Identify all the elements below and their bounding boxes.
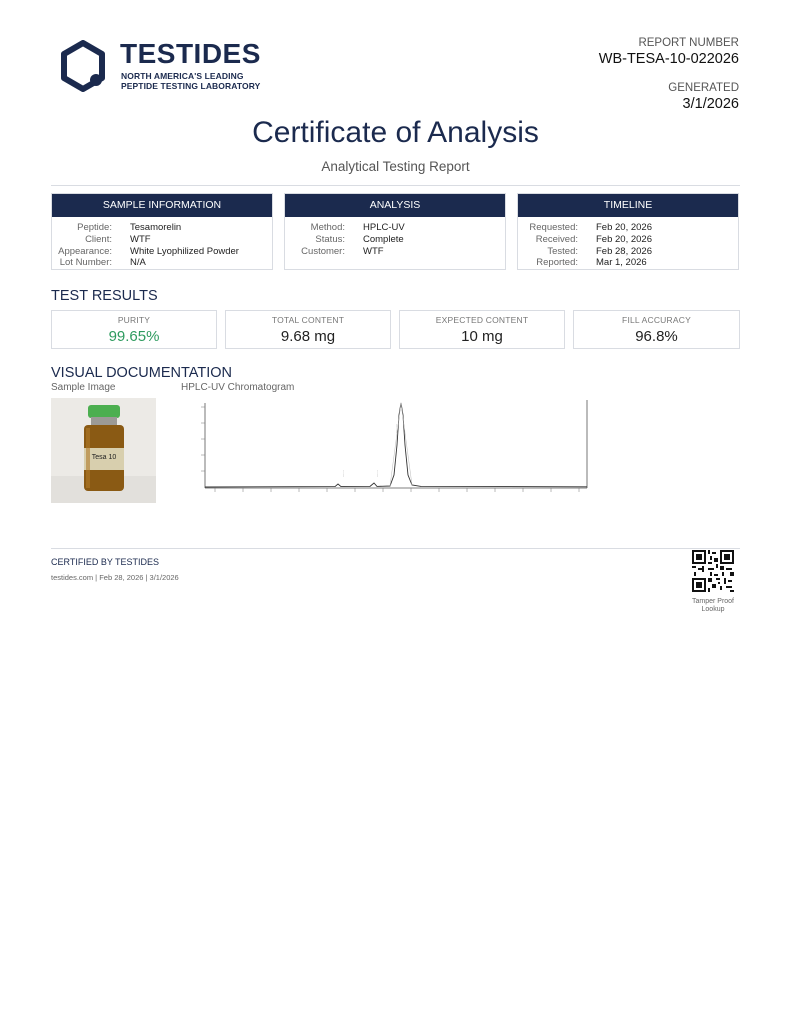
- sample-info-row: [52, 222, 272, 234]
- purity-value: 99.65%: [108, 328, 160, 345]
- fill-accuracy-label: FILL ACCURACY: [622, 315, 691, 325]
- sample-info-row: [52, 257, 272, 269]
- test-results-heading: TEST RESULTS: [51, 288, 158, 304]
- total-content-label: TOTAL CONTENT: [271, 315, 345, 325]
- timeline-card: [517, 193, 739, 270]
- certified-by: CERTIFIED BY TESTIDES: [51, 557, 160, 567]
- report-number: WB-TESA-10-022026: [598, 51, 739, 67]
- sample-information-heading: SAMPLE INFORMATION: [52, 194, 272, 217]
- qr-label-line-2: Lookup: [701, 606, 725, 613]
- svg-text:······: ······: [342, 470, 346, 477]
- sample-info-value: WTF: [130, 233, 151, 245]
- analysis-heading: ANALYSIS: [285, 194, 505, 217]
- expected-content-label: EXPECTED CONTENT: [435, 315, 529, 325]
- chromatogram-label: HPLC-UV Chromatogram: [181, 382, 295, 393]
- svg-text:········: ········: [395, 424, 399, 433]
- timeline-key: Reported:: [536, 257, 578, 269]
- timeline-value: Feb 20, 2026: [596, 233, 652, 245]
- header-divider: [51, 185, 740, 186]
- timeline-value: Feb 28, 2026: [596, 245, 652, 257]
- analysis-row: [285, 246, 505, 258]
- sample-info-key: Lot Number:: [59, 257, 112, 269]
- chromatogram-trace: [205, 403, 587, 487]
- hplc-chromatogram: [185, 395, 595, 510]
- sample-info-value: White Lyophilized Powder: [130, 245, 239, 257]
- analysis-value: HPLC-UV: [363, 222, 405, 233]
- sample-information-card: [51, 193, 273, 270]
- vial-illustration-icon: [51, 398, 156, 503]
- purity-metric: [51, 310, 217, 349]
- sample-info-value: N/A: [130, 257, 146, 269]
- sample-info-row: [52, 246, 272, 258]
- fill-accuracy-metric: [573, 310, 740, 349]
- footer-divider: [51, 548, 740, 549]
- expected-content-value: 10 mg: [461, 328, 503, 345]
- analysis-key: Method:: [310, 222, 345, 233]
- timeline-value: Mar 1, 2026: [596, 257, 647, 269]
- qr-label-line-1: Tamper Proof: [691, 598, 735, 605]
- page-subtitle: Analytical Testing Report: [321, 159, 470, 174]
- qr-lookup-label: [680, 598, 746, 614]
- chromatogram-tiny-labels: [342, 424, 399, 477]
- vial-label-text: Tesa 10: [91, 454, 117, 461]
- sample-vial-photo: [51, 398, 156, 503]
- fill-accuracy-value: 96.8%: [635, 328, 678, 345]
- tagline-line-1: NORTH AMERICA'S LEADING: [121, 71, 244, 81]
- sample-info-key: Peptide:: [77, 222, 112, 233]
- timeline-row: [518, 234, 738, 246]
- generated-label: GENERATED: [668, 82, 739, 94]
- analysis-key: Customer:: [301, 245, 345, 257]
- timeline-row: [518, 257, 738, 269]
- svg-text:······: ······: [376, 470, 380, 477]
- sample-info-key: Appearance:: [58, 245, 112, 257]
- expected-content-metric: [399, 310, 565, 349]
- brand-name: TESTIDES: [120, 38, 261, 69]
- total-content-value: 9.68 mg: [280, 328, 336, 345]
- timeline-value: Feb 20, 2026: [596, 222, 652, 233]
- sample-info-key: Client:: [85, 233, 112, 245]
- visual-documentation-heading: VISUAL DOCUMENTATION: [51, 365, 232, 381]
- analysis-value: WTF: [363, 245, 384, 257]
- timeline-key: Tested:: [547, 245, 578, 257]
- analysis-value: Complete: [363, 233, 404, 245]
- sample-info-row: [52, 234, 272, 246]
- chromatogram-main-peak-outline: [390, 403, 412, 486]
- timeline-heading: TIMELINE: [518, 194, 738, 217]
- timeline-key: Requested:: [529, 222, 578, 233]
- analysis-row: [285, 222, 505, 234]
- generated-date: 3/1/2026: [682, 96, 739, 112]
- footer-meta: testides.com | Feb 28, 2026 | 3/1/2026: [51, 573, 179, 582]
- report-number-label: REPORT NUMBER: [638, 37, 739, 49]
- sample-image-label: Sample Image: [51, 382, 116, 393]
- analysis-row: [285, 234, 505, 246]
- page-title: Certificate of Analysis: [252, 116, 539, 149]
- tagline-line-2: PEPTIDE TESTING LABORATORY: [121, 81, 261, 91]
- purity-label: PURITY: [117, 315, 151, 325]
- analysis-card: [284, 193, 506, 270]
- qr-code-icon[interactable]: [692, 550, 734, 592]
- timeline-key: Received:: [535, 233, 578, 245]
- timeline-row: [518, 246, 738, 258]
- timeline-row: [518, 222, 738, 234]
- sample-info-value: Tesamorelin: [130, 222, 182, 233]
- analysis-key: Status:: [315, 233, 345, 245]
- chromatogram-ticks: [201, 407, 579, 492]
- total-content-metric: [225, 310, 391, 349]
- testides-logo-icon: [60, 40, 106, 92]
